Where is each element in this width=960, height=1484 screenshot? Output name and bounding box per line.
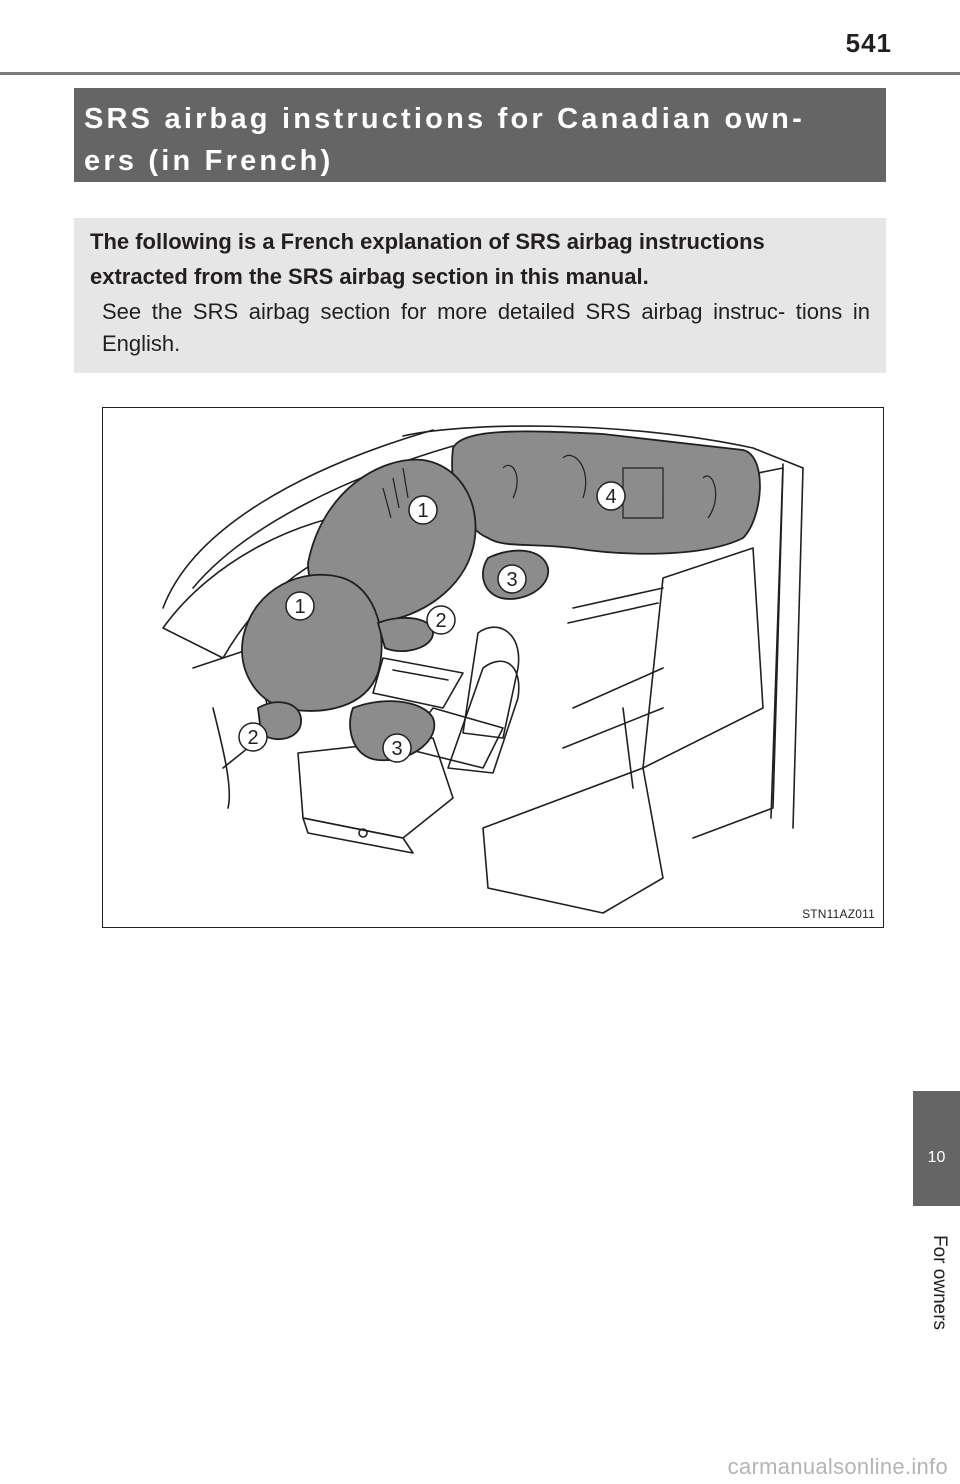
console-detail (393, 670, 448, 680)
chapter-tab[interactable] (913, 1091, 960, 1206)
section-title-line-2: ers (in French) (84, 145, 334, 177)
steering-column (213, 708, 229, 808)
callout-4 (597, 482, 625, 510)
callout-label: 4 (605, 486, 617, 508)
page-number: 541 (845, 28, 892, 58)
driver-seat-base (303, 818, 413, 853)
right-pillar (793, 468, 803, 828)
callout-3-lower (383, 734, 411, 762)
vehicle-interior-drawing (103, 408, 884, 928)
intro-summary-line-1: The following is a French explanation of SRS airbag instructions (90, 229, 765, 254)
airbag-illustration (102, 407, 884, 928)
callout-label: 2 (435, 610, 447, 632)
callout-label: 1 (294, 596, 306, 618)
driver-front-airbag (242, 575, 382, 711)
intro-box (74, 218, 886, 373)
rear-seat-back (643, 548, 763, 768)
callout-3-upper (498, 565, 526, 593)
callout-1-upper (409, 496, 437, 524)
intro-summary-line-2: extracted from the SRS airbag section in this manual. (90, 264, 649, 289)
section-title-line-1: SRS airbag instructions for Canadian own- (84, 103, 805, 135)
intro-summary (90, 224, 870, 294)
callout-2-upper (427, 606, 455, 634)
callout-1-lower (286, 592, 314, 620)
figure-code: STN11AZ011 (802, 907, 875, 921)
rear-seat-cushion (483, 768, 663, 913)
rear-panel-lines (568, 588, 663, 623)
callout-label: 2 (247, 727, 259, 749)
callout-label: 3 (506, 569, 518, 591)
watermark: carmanualsonline.info (727, 1454, 948, 1479)
callout-2-lower (239, 723, 267, 751)
passenger-knee-airbag (378, 618, 433, 651)
callout-label: 1 (417, 500, 429, 522)
chapter-number: 10 (927, 1149, 946, 1166)
intro-note: See the SRS airbag section for more detailed SRS airbag instruc- tions in English. (102, 299, 870, 356)
chapter-label: For owners (929, 1235, 950, 1331)
callout-label: 3 (391, 738, 403, 760)
section-title (74, 88, 886, 182)
header-rule (0, 72, 960, 75)
